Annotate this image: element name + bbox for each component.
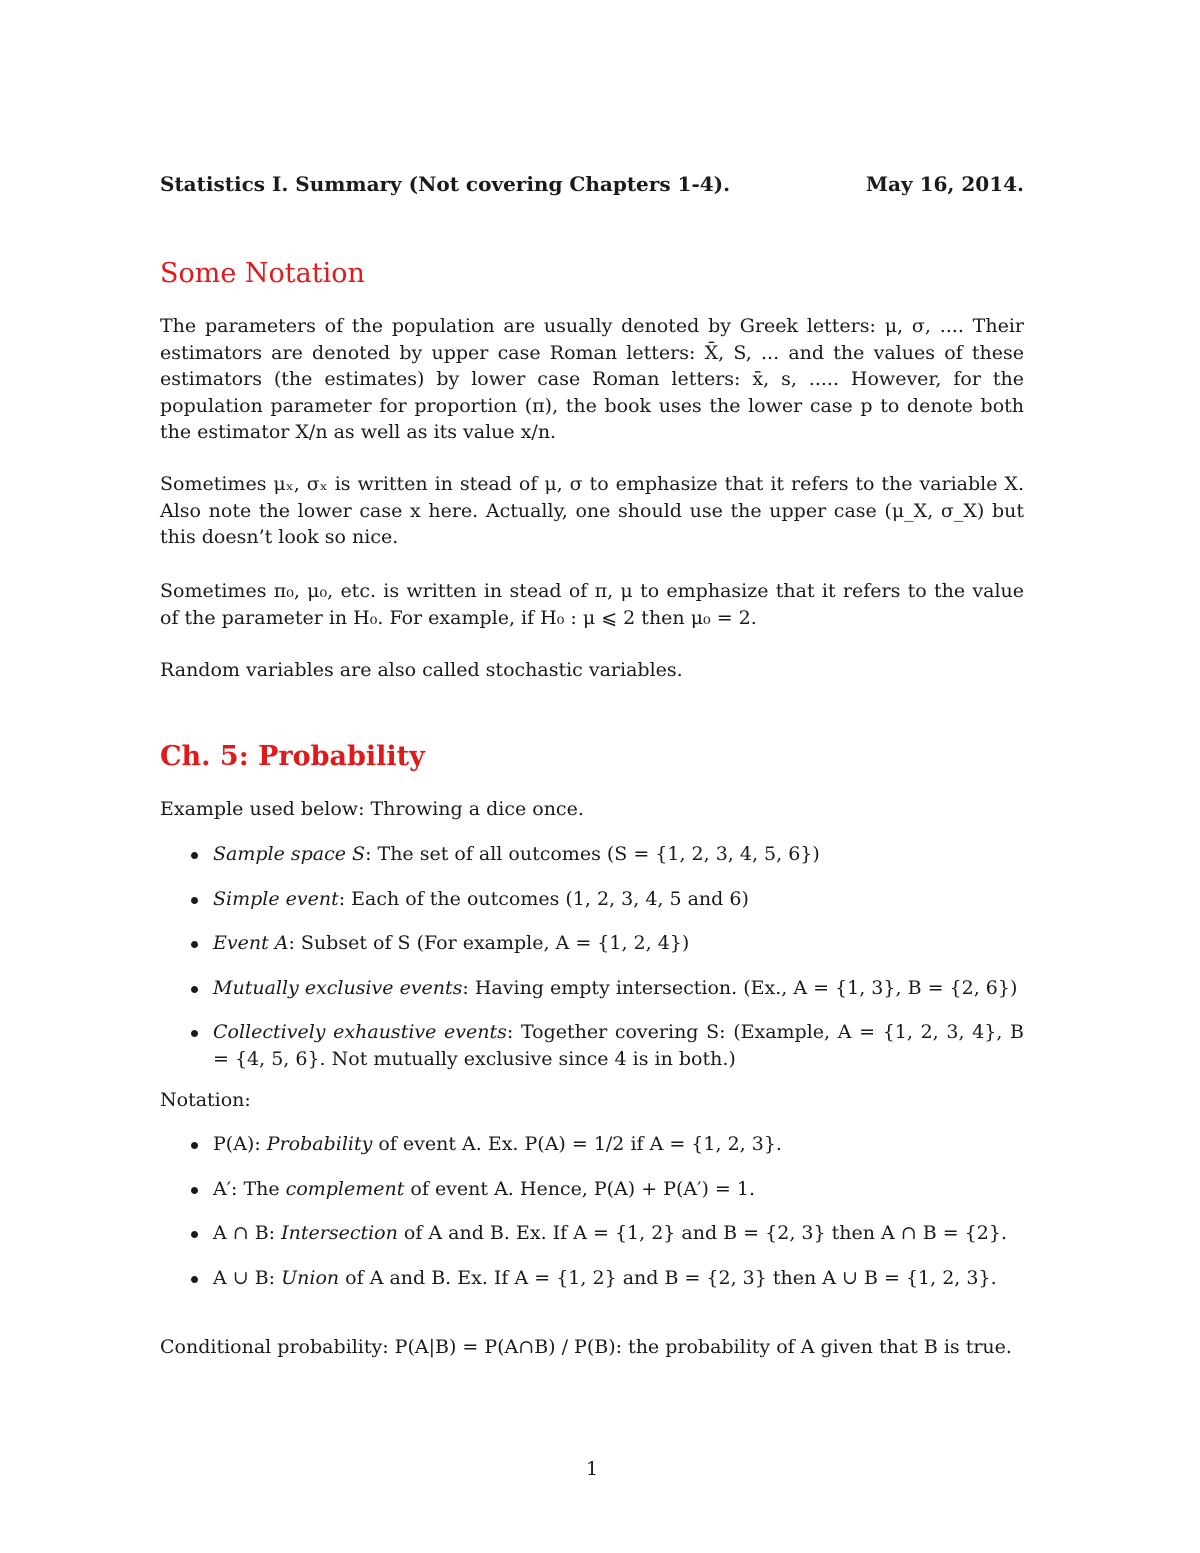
definition-text: : Each of the outcomes (1, 2, 3, 4, 5 and 6) — [338, 887, 749, 910]
definition-term: Simple event — [213, 887, 339, 910]
definition-text: : Having empty intersection. (Ex., A = {1, 3}, B = {2, 6}) — [462, 976, 1018, 999]
notation-label: Notation: — [160, 1089, 251, 1111]
document-date: May 16, 2014. — [865, 172, 1024, 196]
page-number: 1 — [585, 1458, 599, 1480]
list-item — [160, 841, 1024, 868]
notation-paragraph-3: Sometimes π₀, μ₀, etc. is written in stead of π, μ to emphasize that it refers to the value of the parameter in H₀. For example, if H₀ : μ ⩽ 2 then μ₀ = 2. — [160, 580, 1024, 629]
list-item — [160, 1019, 1024, 1072]
notation-paragraph-2: Sometimes μₓ, σₓ is written in stead of μ, σ to emphasize that it refers to the variable X. Also note the lower case x here. Actually, one should use the upper case (μ_X, σ_X) but this doesn’t look so nice. — [160, 473, 1024, 548]
definition-term: Collectively exhaustive events — [213, 1021, 507, 1043]
conditional-probability: Conditional probability: P(A|B) = P(A∩B) / P(B): the probability of A given that B is true. — [160, 1336, 1012, 1358]
notation-paragraph-1: The parameters of the population are usually denoted by Greek letters: μ, σ, .... Their estimators are denoted by upper case Roman letters: X̄, S, ... and the values of these estimators (the estimates) by lower case Roman letters: x̄, s, ..... However, for the population parameter for proportion (π), the book uses the lower case p to denote both the estimator X/n as well as its value x/n. — [160, 315, 1024, 443]
notation-text: of event A. Ex. P(A) = 1/2 if A = {1, 2, 3}. — [372, 1133, 782, 1155]
list-item — [160, 1131, 1024, 1158]
list-item — [160, 886, 1024, 913]
list-item — [160, 975, 1024, 1002]
section-title-notation: Some Notation — [160, 258, 365, 289]
notation-term: Union — [281, 1266, 340, 1289]
notation-lead: A ∩ B: — [213, 1222, 282, 1244]
notation-lead: A ∪ B: — [213, 1266, 282, 1289]
definition-term: Sample space S — [213, 843, 366, 865]
notation-paragraph-4: Random variables are also called stochastic variables. — [160, 659, 683, 681]
notation-list — [160, 1131, 1024, 1309]
document-page — [160, 0, 1024, 1553]
document-title: Statistics I. Summary (Not covering Chapters 1-4). — [160, 172, 731, 196]
definition-text: : Together covering S: (Example, A = {1, 2, 3, 4}, B = {4, 5, 6}. Not mutually exclusive since 4 is in both.) — [213, 1021, 1024, 1070]
notation-term: Probability — [266, 1133, 373, 1155]
definition-text: : The set of all outcomes (S = {1, 2, 3, 4, 5, 6}) — [365, 843, 820, 865]
notation-term: complement — [285, 1177, 405, 1200]
definition-text: : Subset of S (For example, A = {1, 2, 4}) — [288, 932, 690, 954]
probability-intro: Example used below: Throwing a dice once. — [160, 798, 584, 820]
list-item — [160, 1265, 1024, 1292]
notation-lead: A′: The — [213, 1177, 286, 1200]
list-item — [160, 1220, 1024, 1247]
list-item — [160, 1176, 1024, 1203]
notation-text: of A and B. Ex. If A = {1, 2} and B = {2, 3} then A ∪ B = {1, 2, 3}. — [339, 1266, 997, 1289]
document-header — [160, 172, 1024, 196]
definition-list — [160, 841, 1024, 1090]
list-item — [160, 930, 1024, 957]
notation-text: of event A. Hence, P(A) + P(A′) = 1. — [404, 1177, 755, 1200]
notation-term: Intersection — [281, 1222, 398, 1244]
notation-text: of A and B. Ex. If A = {1, 2} and B = {2, 3} then A ∩ B = {2}. — [397, 1222, 1007, 1244]
section-title-probability: Ch. 5: Probability — [160, 741, 425, 772]
definition-term: Mutually exclusive events — [213, 976, 463, 999]
notation-lead: P(A): — [213, 1133, 267, 1155]
definition-term: Event A — [213, 932, 289, 954]
